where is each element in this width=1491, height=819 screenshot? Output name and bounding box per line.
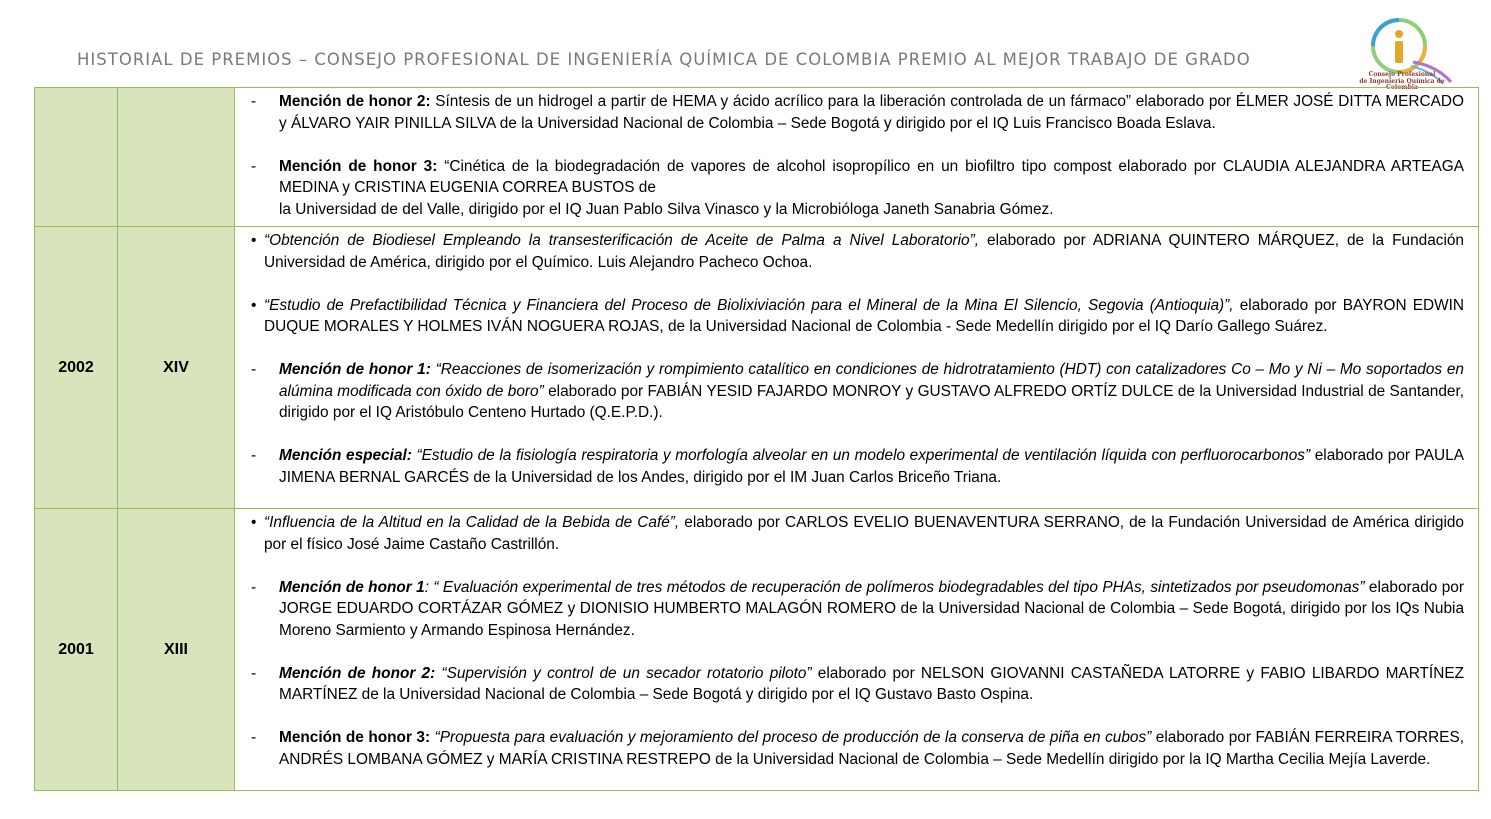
list-item: • “Influencia de la Altitud en la Calidad de la Bebida de Café”, elaborado por CARLOS EVELIO BUENAVENTURA SERRANO, de la Fundación Universidad de América dirigido por el físico José Jaime Castaño Castrillón.: [251, 512, 1464, 555]
awards-cell: [235, 509, 1479, 791]
list-item: - Mención de honor 2: “Supervisión y control de un secador rotatorio piloto” elaborado por NELSON GIOVANNI CASTAÑEDA LATORRE y FABIO LIBARDO MARTÍNEZ MARTÍNEZ de la Universidad Nacional de Colombia – Sede Bogotá y dirigido por el IQ Gustavo Basto Ospina.: [251, 663, 1464, 706]
table-row: [35, 509, 1479, 791]
edition-cell: XIII: [118, 509, 235, 791]
list-item: • “Obtención de Biodiesel Empleando la transesterificación de Aceite de Palma a Nivel Laboratorio”, elaborado por ADRIANA QUINTERO MÁRQUEZ, de la Fundación Universidad de América, dirigido por el Químico. Luis Alejandro Pacheco Ochoa.: [251, 230, 1464, 273]
awards-cell: [235, 88, 1479, 227]
list-item-continuation: la Universidad de del Valle, dirigido por el IQ Juan Pablo Silva Vinasco y la Microbióloga Janeth Sanabria Gómez.: [279, 200, 1054, 218]
table-row: [35, 227, 1479, 509]
awards-table: [34, 87, 1479, 791]
page-title: HISTORIAL DE PREMIOS – CONSEJO PROFESIONAL DE INGENIERÍA QUÍMICA DE COLOMBIA PREMIO AL MEJOR TRABAJO DE GRADO: [77, 50, 1251, 69]
list-item: - Mención especial: “Estudio de la fisiología respiratoria y morfología alveolar en un modelo experimental de ventilación líquida con perfluorocarbonos” elaborado por PAULA JIMENA BERNAL GARCÉS de la Universidad de los Andes, dirigido por el IM Juan Carlos Briceño Triana.: [251, 445, 1464, 488]
year-cell: 2001: [35, 509, 118, 791]
list-item: - Mención de honor 1: “Reacciones de isomerización y rompimiento catalítico en condiciones de hidrotratamiento (HDT) con catalizadores Co – Mo y Ni – Mo soportados en alúmina modificada con óxido de boro” elaborado por FABIÁN YESID FAJARDO MONROY y GUSTAVO ALFREDO ORTÍZ DULCE de la Universidad Industrial de Santander, dirigido por el IQ Aristóbulo Centeno Hurtado (Q.E.P.D.).: [251, 359, 1464, 424]
list-item: - Mención de honor 1: “ Evaluación experimental de tres métodos de recuperación de polímeros biodegradables del tipo PHAs, sintetizados por pseudomonas” elaborado por JORGE EDUARDO CORTÁZAR GÓMEZ y DIONISIO HUMBERTO MALAGÓN ROMERO de la Universidad Nacional de Colombia – Sede Bogotá, dirigido por los IQs Nubia Moreno Sarmiento y Armando Espinosa Hernández.: [251, 577, 1464, 642]
awards-cell: [235, 227, 1479, 509]
table-row: [35, 88, 1479, 227]
edition-cell: XIV: [118, 227, 235, 509]
logo-caption: Consejo Profesional de Ingeniería Química de Colombia: [1359, 71, 1445, 91]
list-item: - Mención de honor 3: “Cinética de la biodegradación de vapores de alcohol isopropílico en un biofiltro tipo compost elaborado por CLAUDIA ALEJANDRA ARTEAGA MEDINA y CRISTINA EUGENIA CORREA BUSTOS de: [251, 156, 1464, 199]
list-item: - Mención de honor 3: “Propuesta para evaluación y mejoramiento del proceso de producción de la conserva de piña en cubos” elaborado por FABIÁN FERREIRA TORRES, ANDRÉS LOMBANA GÓMEZ y MARÍA CRISTINA RESTREPO de la Universidad Nacional de Colombia – Sede Medellín dirigido por la IQ Martha Cecilia Mejía Laverde.: [251, 727, 1464, 770]
edition-cell: [118, 88, 235, 227]
list-item: - Mención de honor 2: Síntesis de un hidrogel a partir de HEMA y ácido acrílico para la liberación controlada de un fármaco” elaborado por ÉLMER JOSÉ DITTA MERCADO y ÁLVARO YAIR PINILLA SILVA de la Universidad Nacional de Colombia – Sede Bogotá y dirigido por el IQ Luis Francisco Boada Eslava.: [251, 91, 1464, 134]
list-item: • “Estudio de Prefactibilidad Técnica y Financiera del Proceso de Biolixiviación para el Mineral de la Mina El Silencio, Segovia (Antioquia)”, elaborado por BAYRON EDWIN DUQUE MORALES Y HOLMES IVÁN NOGUERA ROJAS, de la Universidad Nacional de Colombia - Sede Medellín dirigido por el IQ Darío Gallego Suárez.: [251, 295, 1464, 338]
year-cell: 2002: [35, 227, 118, 509]
year-cell: [35, 88, 118, 227]
